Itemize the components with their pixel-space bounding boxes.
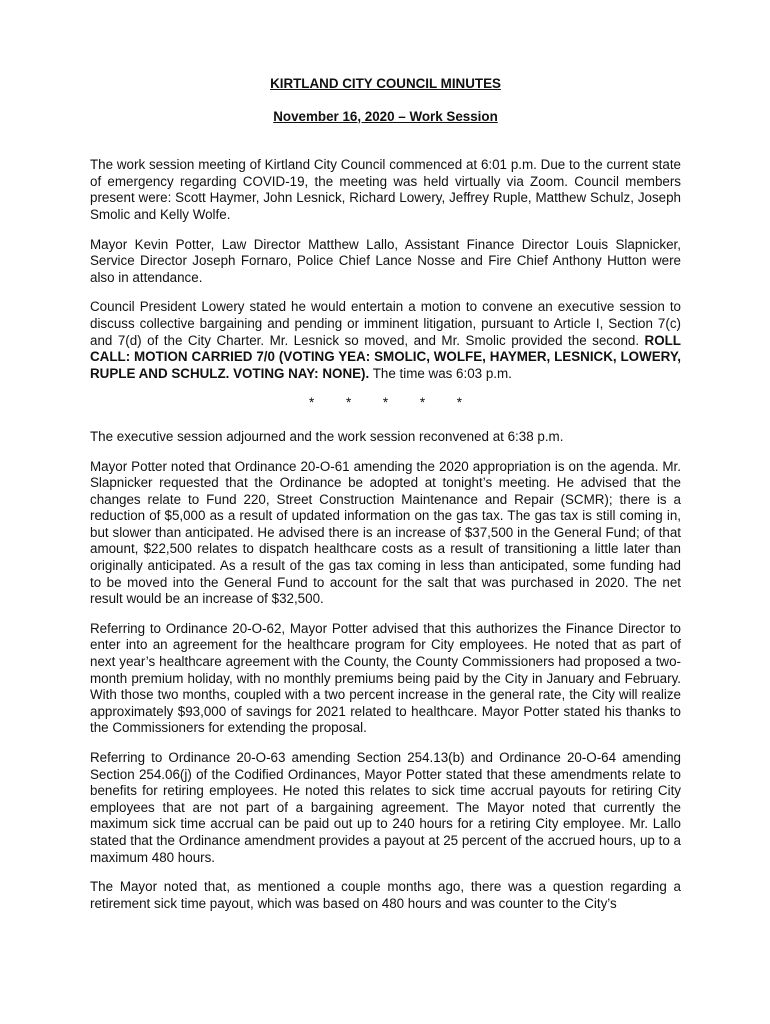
section-separator: * * * * * bbox=[309, 395, 476, 411]
paragraph-attendance-staff: Mayor Kevin Potter, Law Director Matthew Lallo, Assistant Finance Director Louis Slapnicker, Service Director Joseph Fornaro, Police Chief Lance Nosse and Fire Chief Anthony Hutton were also in attendance. bbox=[90, 236, 681, 285]
document-subtitle: November 16, 2020 – Work Session bbox=[273, 108, 498, 124]
paragraph-attendance-council: The work session meeting of Kirtland City Council commenced at 6:01 p.m. Due to the current state of emergency regarding COVID-19, the meeting was held virtually via Zoom. Council members present were: Scott Haymer, John Lesnick, Richard Lowery, Jeffrey Ruple, Matthew Schulz, Joseph Smolic and Kelly Wolfe. bbox=[90, 157, 681, 222]
motion-text: Council President Lowery stated he would entertain a motion to convene an executive session to discuss collective bargaining and pending or imminent litigation, pursuant to Article I, Section 7(c) and 7(d) of the City Charter. Mr. Lesnick so moved, and Mr. Smolic provided the second. bbox=[90, 299, 681, 348]
paragraph-ordinance-20-o-61: Mayor Potter noted that Ordinance 20-O-61 amending the 2020 appropriation is on the agenda. Mr. Slapnicker requested that the Ordinance be adopted at tonight’s meeting. He advised that the changes relate to Fund 220, Street Construction Maintenance and Repair (SCMR); there is a reduction of $5,000 as a result of updated information on the gas tax. The gas tax is still coming in, but slower than anticipated. He advised there is an increase of $37,500 in the General Fund; of that amount, $22,500 relates to dispatch healthcare costs as a result of transitioning a little later than originally anticipated. As a result of the gas tax coming in less than anticipated, some funding had to be moved into the General Fund to account for the salt that was purchased in 2020. The net result would be an increase of $32,500. bbox=[90, 458, 681, 607]
paragraph-sick-time-payout: The Mayor noted that, as mentioned a couple months ago, there was a question regarding a retirement sick time payout, which was based on 480 hours and was counter to the City’s bbox=[90, 879, 681, 911]
document-title: KIRTLAND CITY COUNCIL MINUTES bbox=[270, 76, 501, 91]
paragraph-executive-session-motion bbox=[90, 299, 681, 382]
paragraph-ordinance-20-o-62: Referring to Ordinance 20-O-62, Mayor Potter advised that this authorizes the Finance Director to enter into an agreement for the healthcare program for City employees. He noted that as part of next year’s healthcare agreement with the County, the County Commissioners had proposed a two-month premium holiday, with no monthly premiums being paid by the City in January and February. With those two months, coupled with a two percent increase in the general rate, the City will realize approximately $93,000 of savings for 2021 related to healthcare. Mayor Potter stated his thanks to the Commissioners for extending the proposal. bbox=[90, 620, 681, 736]
paragraph-reconvened: The executive session adjourned and the work session reconvened at 6:38 p.m. bbox=[90, 428, 564, 444]
roll-call-result: ROLL CALL: MOTION CARRIED 7/0 (VOTING YEA: SMOLIC, WOLFE, HAYMER, LESNICK, LOWERY, RUPLE AND SCHULZ. VOTING NAY: NONE). bbox=[90, 332, 681, 381]
motion-time: The time was 6:03 p.m. bbox=[369, 365, 512, 381]
paragraph-ordinance-20-o-63-64: Referring to Ordinance 20-O-63 amending Section 254.13(b) and Ordinance 20-O-64 amending Section 254.06(j) of the Codified Ordinances, Mayor Potter stated that these amendments relate to benefits for retiring employees. He noted this relates to sick time accrual payouts for retiring City employees that are not part of a bargaining agreement. The Mayor noted that currently the maximum sick time accrual can be paid out up to 240 hours for a retiring City employee. Mr. Lallo stated that the Ordinance amendment provides a payout at 25 percent of the accrued hours, up to a maximum 480 hours. bbox=[90, 750, 681, 865]
document-body bbox=[90, 76, 681, 925]
